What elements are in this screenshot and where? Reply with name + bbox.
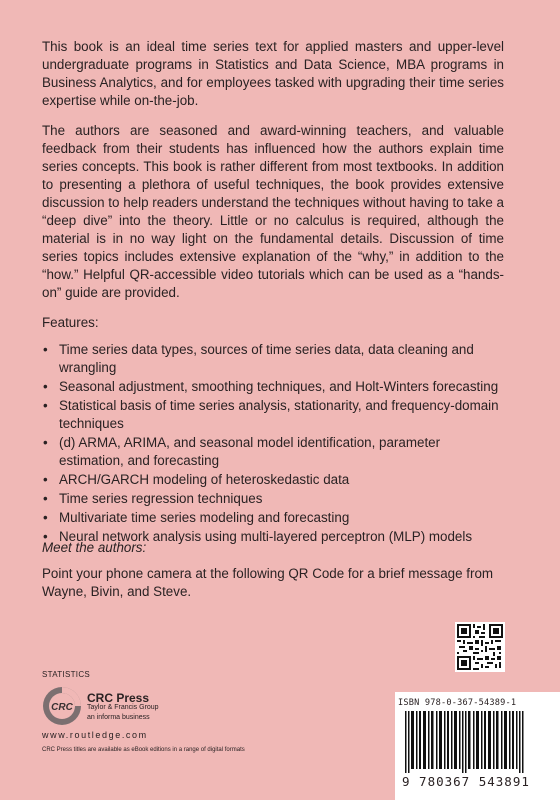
feature-item: • Seasonal adjustment, smoothing techniques, and Holt-Winters forecasting (43, 379, 499, 394)
isbn-label: ISBN 978-0-367-54389-1 (398, 698, 517, 708)
back-cover-text (42, 38, 504, 547)
description-paragraph-1: This book is an ideal time series text for applied masters and upper-level undergraduate programs in Statistics and Data Science, MBA programs in Business Analytics, and for employees tasked with upgrading their time series expertise while on-the-job. (42, 39, 504, 108)
publisher-name: CRC Press (87, 691, 150, 705)
barcode-icon (405, 711, 530, 778)
feature-item: • ARCH/GARCH modeling of heteroskedastic data (43, 472, 350, 487)
features-heading: Features: (42, 315, 99, 330)
bullet-icon: • (43, 342, 48, 357)
publisher-group: Taylor & Francis Group (87, 704, 159, 711)
bullet-icon: • (43, 398, 48, 413)
publisher-tagline: an informa business (87, 714, 150, 721)
crc-press-logo (42, 686, 82, 726)
bullet-icon: • (43, 435, 48, 450)
feature-item: • Neural network analysis using multi-layered perceptron (MLP) models (43, 529, 473, 544)
feature-item: • (d) ARMA, ARIMA, and seasonal model identification, parameter estimation, and forecasting (43, 435, 441, 468)
publisher-info (87, 693, 159, 723)
qr-code[interactable] (455, 622, 505, 672)
bullet-icon: • (43, 491, 48, 506)
ebook-note: CRC Press titles are available as eBook editions in a range of digital formats (42, 747, 245, 753)
bullet-icon: • (43, 379, 48, 394)
feature-item: • Statistical basis of time series analysis, stationarity, and frequency-domain techniques (43, 398, 499, 431)
bullet-icon: • (43, 510, 48, 525)
features-list (42, 341, 504, 546)
publisher-url[interactable]: www.routledge.com (42, 730, 148, 740)
description-paragraph-2: The authors are seasoned and award-winning teachers, and valuable feedback from their students has influenced how the authors explain time series concepts. This book is rather different from most textbooks. In addition to presenting a plethora of useful techniques, the book provides extensive discussion to help readers understand the techniques without having to take a “deep dive” into the theory. Little or no calculus is required, although the material is in no way light on the fundamental details. Discussion of time series topics includes extensive explanation of the “why,” in addition to the “how.” Helpful QR-accessible video tutorials which can be used as a “hands-on” guide are provided. (42, 123, 504, 300)
barcode-number: 9 780367 543891 (402, 774, 530, 789)
feature-item: • Multivariate time series modeling and forecasting (43, 510, 350, 525)
qr-instruction: Point your phone camera at the following QR Code for a brief message from Wayne, Bivin, and Steve. (42, 566, 494, 599)
meet-authors-heading: Meet the authors: (42, 540, 147, 555)
svg-text:CRC: CRC (51, 702, 73, 713)
feature-item: • Time series data types, sources of time series data, data cleaning and wrangling (43, 342, 474, 375)
subject-category: STATISTICS (42, 670, 91, 679)
bullet-icon: • (43, 529, 48, 544)
feature-item: • Time series regression techniques (43, 491, 263, 506)
bullet-icon: • (43, 472, 48, 487)
